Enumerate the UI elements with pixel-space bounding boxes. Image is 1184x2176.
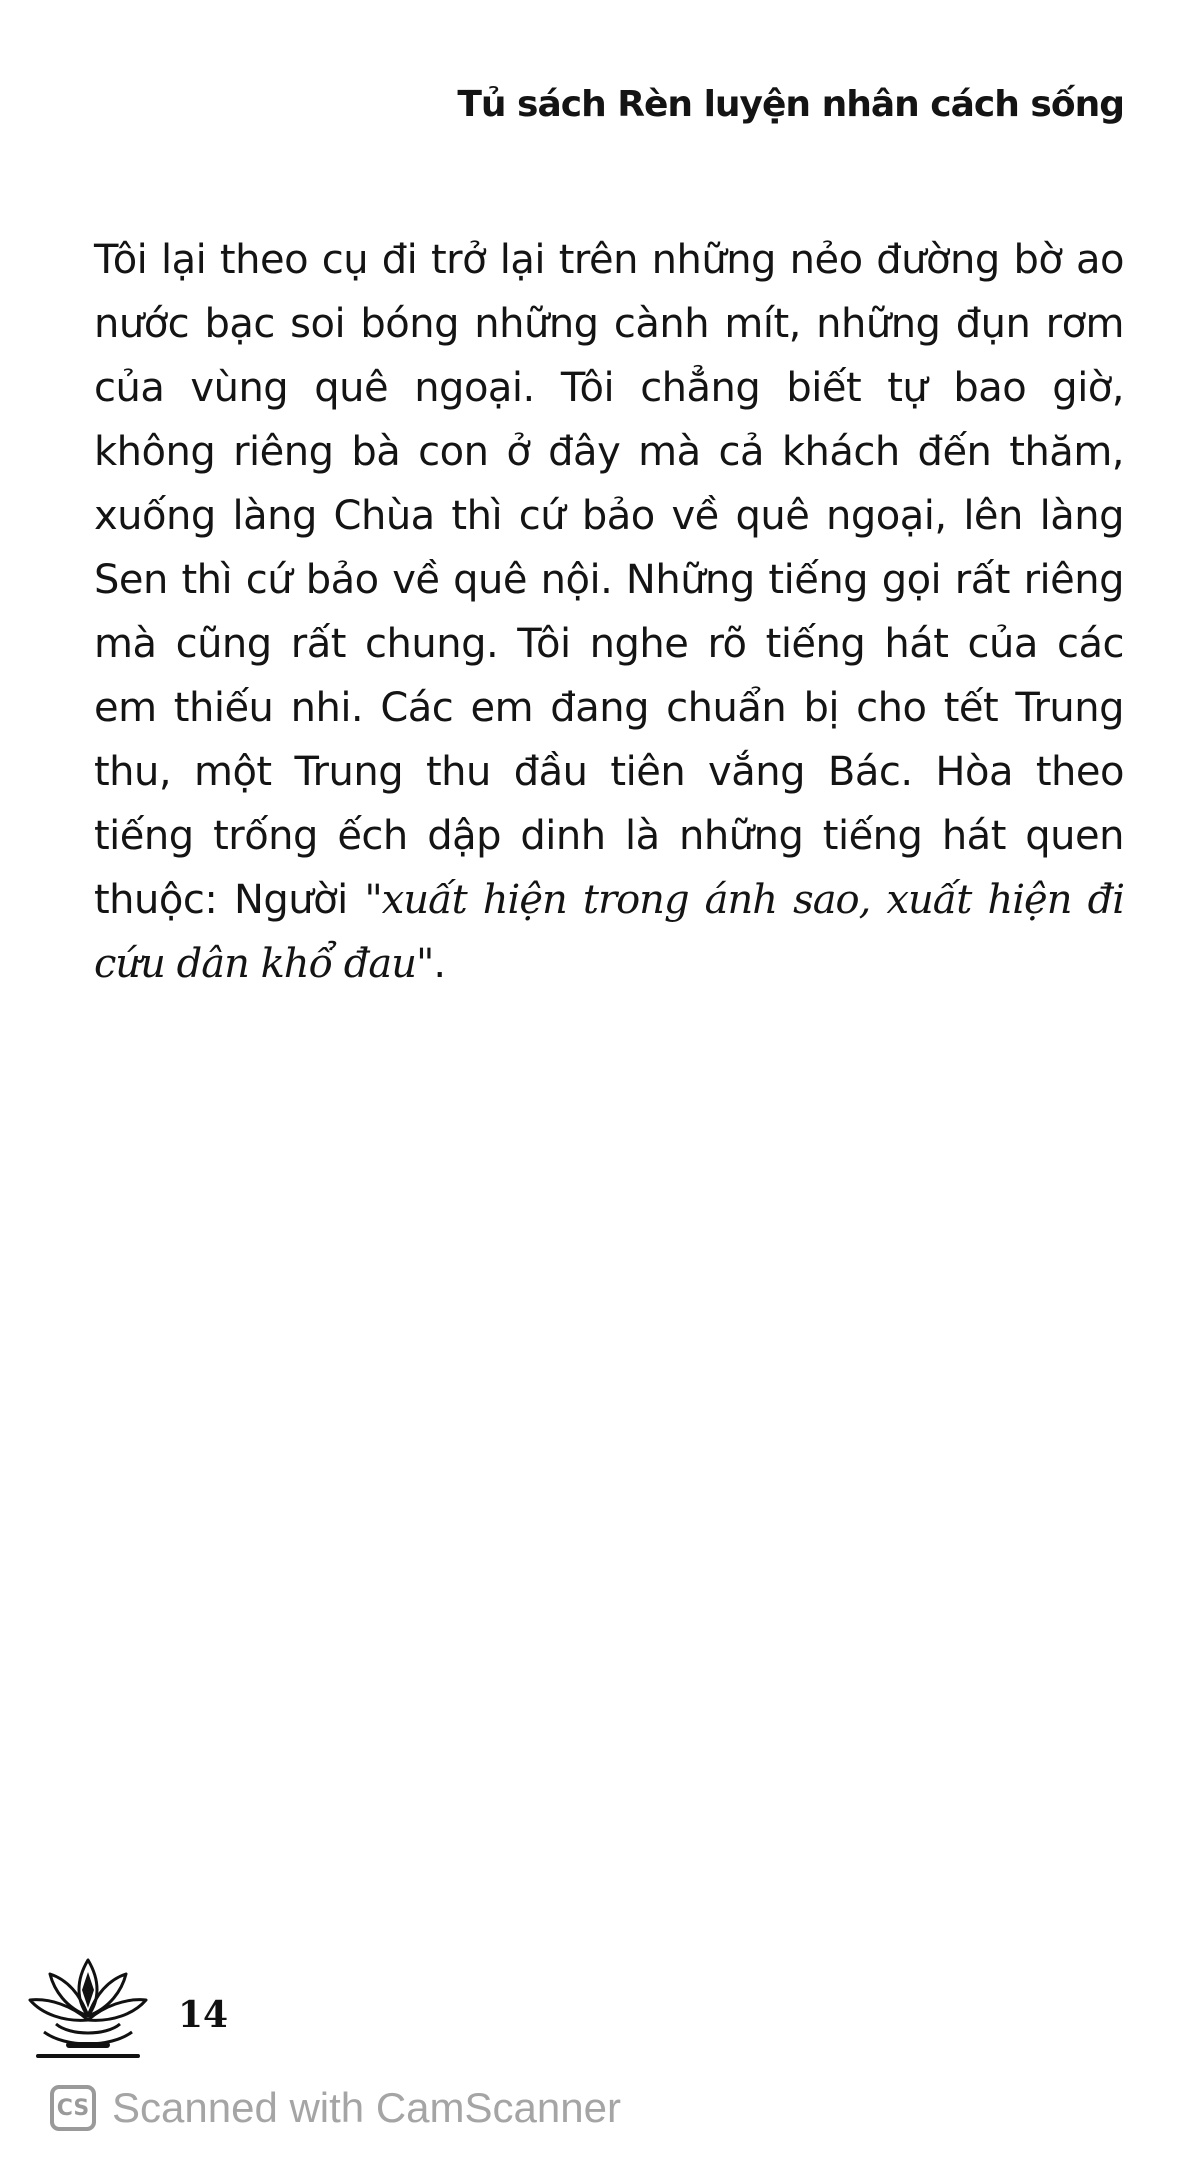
quote-text: "xuất hiện trong ánh sao, xuất hiện đi cứu dân khổ đau" xyxy=(94,877,1125,987)
closing-punctuation: . xyxy=(433,941,446,987)
camscanner-logo-icon: CS xyxy=(50,2085,96,2131)
paragraph-text: Tôi lại theo cụ đi trở lại trên những nẻo đường bờ ao nước bạc soi bóng những cành mít, những đụn rơm của vùng quê ngoại. Tôi chẳng biết tự bao giờ, không riêng bà con ở đây mà cả khách đến thăm, xuống làng Chùa thì cứ bảo về quê ngoại, lên làng Sen thì cứ bảo về quê nội. Những tiếng gọi rất riêng mà cũng rất chung. Tôi nghe rõ tiếng hát của các em thiếu nhi. Các em đang chuẩn bị cho tết Trung thu, một Trung thu đầu tiên vắng Bác. Hòa theo tiếng trống ếch dập dinh là những tiếng hát quen thuộc: Người xyxy=(94,237,1124,923)
page-number: 14 xyxy=(178,1994,229,2036)
camscanner-watermark xyxy=(50,2080,621,2136)
watermark-text: Scanned with CamScanner xyxy=(112,2084,621,2131)
lotus-icon xyxy=(26,1950,150,2066)
running-header: Tủ sách Rèn luyện nhân cách sống xyxy=(457,84,1124,125)
body-paragraph xyxy=(94,228,1124,996)
